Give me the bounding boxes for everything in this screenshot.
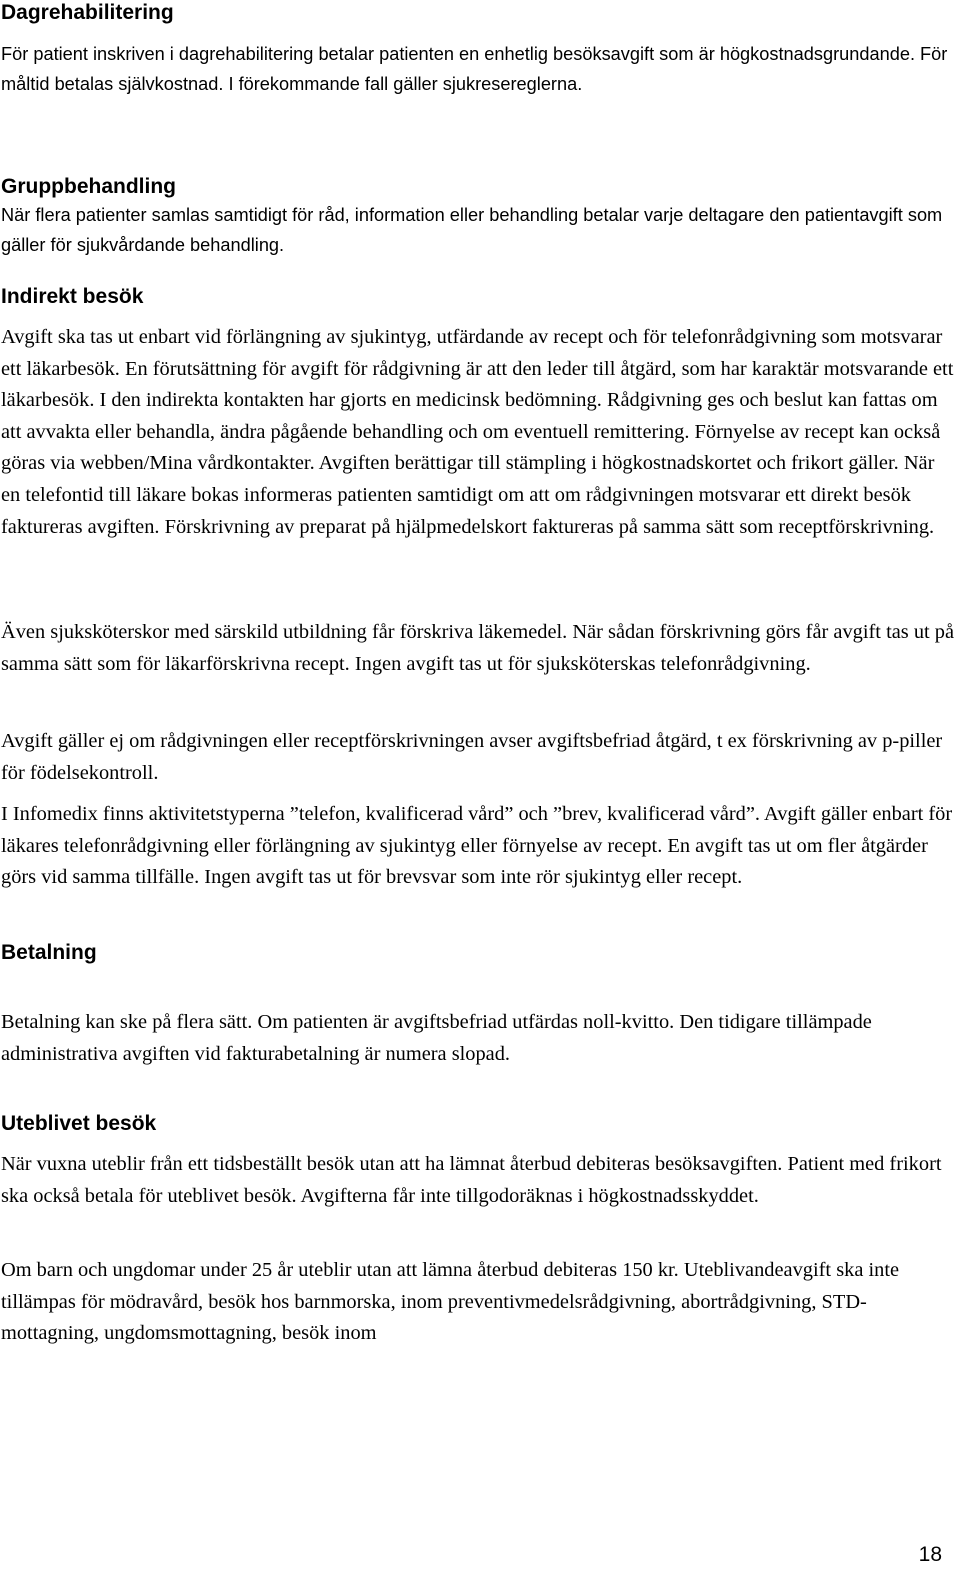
heading-uteblivet-besok: Uteblivet besök bbox=[1, 1112, 157, 1135]
paragraph-indirekt-besok-1: Avgift ska tas ut enbart vid förlängning av sjukintyg, utfärdande av recept och för telefonrådgivning som motsvarar ett läkarbesök. En förutsättning för avgift för rådgivning är att den leder till åtgärd, som har karaktär motsvarande ett läkarbesök. I den indirekta kontakten har gjorts en medicinsk bedömning. Rådgivning ges och beslut kan fattas om att avvakta eller behandla, ändra pågående behandling och om eventuell remittering. Förnyelse av recept kan också göras via webben/Mina vårdkontakter. Avgiften berättigar till stämpling i högkostnadskortet och frikort gäller. När en telefontid till läkare bokas informeras patienten samtidigt om att om rådgivningen motsvarar ett direkt besök faktureras avgiften. Förskrivning av preparat på hjälpmedelskort faktureras på samma sätt som receptförskrivning. bbox=[1, 326, 954, 538]
paragraph-indirekt-besok-2: Även sjuksköterskor med särskild utbildning får förskriva läkemedel. När sådan förskrivning görs får avgift tas ut på samma sätt som för läkarförskrivna recept. Ingen avgift tas ut för sjuksköterskas telefonrådgivning. bbox=[1, 621, 955, 675]
paragraph-indirekt-besok-4: I Infomedix finns aktivitetstyperna ”telefon, kvalificerad vård” och ”brev, kvalificerad vård”. Avgift gäller enbart för läkares telefonrådgivning eller förlängning av sjukintyg eller förnyelse av recept. En avgift tas ut om fler åtgärder görs vid samma tillfälle. Ingen avgift tas ut för brevsvar som inte rör sjukintyg eller recept. bbox=[1, 803, 953, 889]
paragraph-gruppbehandling: När flera patienter samlas samtidigt för råd, information eller behandling betalar varje deltagare den patientavgift som gäller för sjukvårdande behandling. bbox=[1, 205, 943, 255]
paragraph-indirekt-besok-3: Avgift gäller ej om rådgivningen eller receptförskrivningen avser avgiftsbefriad åtgärd, t ex förskrivning av p-piller för födelsekontroll. bbox=[1, 730, 943, 784]
paragraph-betalning: Betalning kan ske på flera sätt. Om patienten är avgiftsbefriad utfärdas noll-kvitto. Den tidigare tillämpade administrativa avgiften vid fakturabetalning är numera slopad. bbox=[1, 1011, 872, 1065]
heading-indirekt-besok: Indirekt besök bbox=[1, 285, 144, 308]
paragraph-uteblivet-besok-2: Om barn och ungdomar under 25 år uteblir utan att lämna återbud debiteras 150 kr. Uteblivandeavgift ska inte tillämpas för mödravård, besök hos barnmorska, inom preventivmedelsrådgivning, abortrådgivning, STD-mottagning, ungdomsmottagning, besök inom bbox=[1, 1259, 900, 1345]
page-number: 18 bbox=[918, 1543, 942, 1566]
heading-gruppbehandling: Gruppbehandling bbox=[1, 175, 176, 198]
heading-dagrehabilitering: Dagrehabilitering bbox=[1, 1, 174, 24]
heading-betalning: Betalning bbox=[1, 941, 97, 964]
paragraph-uteblivet-besok-1: När vuxna uteblir från ett tidsbeställt besök utan att ha lämnat återbud debiteras besöksavgiften. Patient med frikort ska också betala för uteblivet besök. Avgifterna får inte tillgodoräknas i högkostnadsskyddet. bbox=[1, 1153, 942, 1207]
paragraph-dagrehabilitering: För patient inskriven i dagrehabilitering betalar patienten en enhetlig besöksavgift som är högkostnadsgrundande. För måltid betalas självkostnad. I förekommande fall gäller sjukresereglerna. bbox=[1, 44, 948, 94]
